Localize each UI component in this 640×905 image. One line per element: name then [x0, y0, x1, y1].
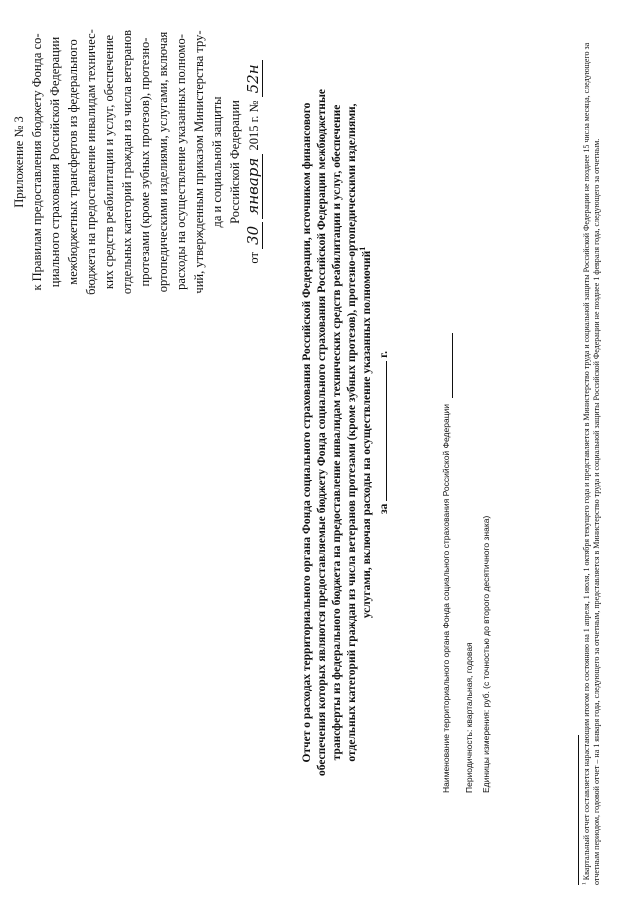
report-fields — [440, 333, 493, 793]
appendix-line: ких средств реабилитации и услуг, обеспечение — [102, 34, 116, 290]
appendix-date — [244, 14, 263, 310]
org-name-line — [442, 333, 453, 398]
appendix-line: протезами (кроме зубных протезов), протезно- — [138, 37, 152, 287]
date-prefix: от — [247, 252, 261, 264]
appendix-line: Российской Федерации — [228, 100, 242, 224]
periodicity-text: Периодичность: квартальная, годовая — [464, 642, 474, 793]
appendix-line: бюджета на предоставление инвалидам техничес- — [84, 29, 98, 295]
appendix-line: да и социальной защиты — [210, 96, 224, 228]
appendix-line: отдельных категорий граждан из числа ветеранов — [120, 29, 134, 295]
appendix-line: к Правилам предоставления бюджету Фонда со- — [30, 33, 44, 291]
period-suffix: г. — [378, 351, 390, 358]
appendix-title: Приложение № 3 — [12, 116, 26, 208]
appendix-line: межбюджетных трансфертов из федерального — [66, 39, 80, 285]
appendix-line: циального страхования Российской Федерации — [48, 36, 62, 288]
units-text: Единицы измерения: руб. (с точностью до второго десятичного знака) — [481, 515, 491, 793]
report-title: Отчет о расходах территориального органа Фонда социального страхования Российской Федерации, источником финансового обеспечения которых являются предоставляемые бюджету Фонда социального страхования Российской Федерации межбюджетные трансферты из федерального бюджета на предоставление инвалидам технических средств реабилитации и услуг, обеспечение отдельных категорий граждан из числа ветеранов протезами (кроме зубных протезов), протезно-ортопедическими изделиями, услугами, включая расходы на осуществление указанных полномочий$^1$ — [301, 88, 373, 777]
report-title-block — [300, 80, 392, 785]
footnote — [582, 15, 602, 885]
footnote-text: Квартальный отчет составляется нарастающим итогом по состоянию на 1 апреля, 1 июля, 1 октября текущего года и представляется в Министерство труда и социальной защиты Российской Федерации не позднее 15 числа месяца, следующего за отчетным периодом, годовой отчет – на 1 января года, следующего за отчетным, представляется в Министерство труда и социальной защиты Российской Федерации не позднее 1 февраля года, следующего за отчетным. — [582, 42, 601, 885]
report-period — [377, 80, 392, 785]
period-prefix: за — [378, 503, 390, 514]
date-month: января — [244, 154, 263, 219]
appendix-line: чий, утвержденным приказом Министерства тру- — [192, 30, 206, 294]
footnote-marker: 1 — [581, 882, 588, 885]
appendix-header — [10, 14, 263, 310]
org-name-field — [440, 333, 453, 793]
order-number: 52н — [244, 60, 263, 97]
date-day: 30 — [244, 222, 263, 249]
appendix-line: ортопедическими изделиями, услугами, включая — [156, 31, 170, 293]
footnote-divider — [578, 735, 579, 885]
appendix-line: расходы на осуществление указанных полномо- — [174, 34, 188, 290]
footnote-ref: 1 — [358, 246, 368, 251]
period-blank — [386, 361, 387, 501]
org-name-label: Наименование территориального органа Фонда социального страхования Российской Федерации — [441, 403, 451, 793]
date-year: 2015 г. № — [247, 100, 261, 151]
